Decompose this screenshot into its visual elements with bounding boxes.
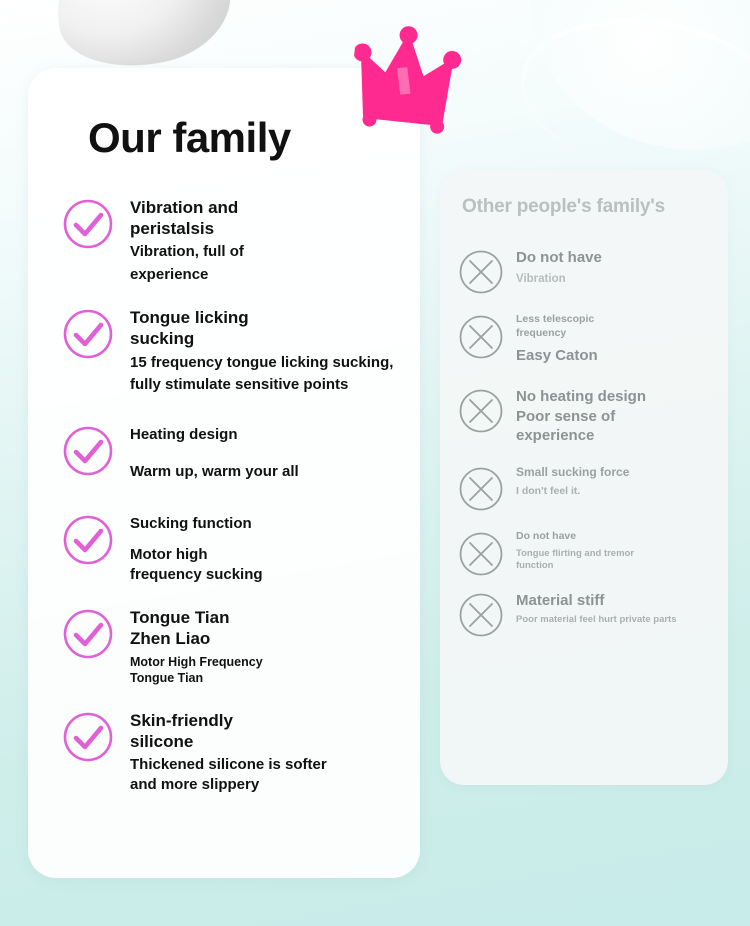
other-item-main-line2: Poor sense of	[516, 407, 616, 425]
list-item-heading-line1: Skin-friendly	[130, 710, 233, 730]
check-circle-icon	[62, 514, 114, 566]
list-item	[458, 248, 712, 295]
list-item-heading-line2: silicone	[130, 731, 194, 751]
cross-circle-icon	[458, 466, 504, 512]
other-item-main-line3: experience	[516, 426, 595, 444]
list-item-sub-line1: Motor high	[130, 546, 208, 564]
other-item-sub-line2: function	[516, 560, 554, 572]
other-item-main: Small sucking force	[516, 465, 630, 480]
list-item	[458, 387, 712, 445]
list-item	[62, 423, 398, 482]
list-item-heading-line1: Vibration and	[130, 198, 239, 217]
other-item-top-line1: Less telescopic	[516, 313, 595, 325]
other-item-main: Easy Caton	[516, 347, 598, 365]
other-family-title: Other people's family's	[462, 196, 665, 217]
cross-circle-icon	[458, 249, 504, 295]
list-item-heading-line2: sucking	[130, 329, 195, 349]
check-circle-icon	[62, 198, 114, 250]
check-circle-icon	[62, 608, 114, 660]
list-item	[458, 465, 712, 512]
list-item	[62, 196, 398, 284]
page-title: Our family	[88, 114, 291, 161]
list-item-sub-line1: Motor High Frequency	[130, 654, 263, 669]
cross-circle-icon	[458, 592, 504, 638]
list-item-sub-line1: 15 frequency tongue licking sucking,	[130, 353, 394, 371]
list-item-sub-line2: frequency sucking	[130, 565, 263, 583]
list-item	[458, 591, 712, 638]
other-item-top-line2: frequency	[516, 326, 567, 339]
cross-circle-icon	[458, 314, 504, 360]
list-item-sub-line1: Warm up, warm your all	[130, 463, 299, 481]
other-item-sub: Vibration	[516, 273, 566, 286]
list-item-heading-line2: Zhen Liao	[130, 629, 211, 649]
list-item-heading-line1: Sucking function	[130, 514, 252, 532]
other-family-list	[458, 248, 712, 638]
list-item	[62, 709, 398, 794]
other-item-main-line1: No heating design	[516, 388, 647, 406]
check-circle-icon	[62, 425, 114, 477]
check-circle-icon	[62, 308, 114, 360]
list-item	[458, 530, 712, 577]
list-item-heading-line1: Heating design	[130, 425, 238, 443]
other-item-main: Do not have	[516, 249, 602, 266]
list-item-sub-line1: Thickened silicone is softer	[130, 756, 327, 774]
list-item	[458, 313, 712, 365]
list-item-heading-line1: Tongue licking	[130, 308, 249, 328]
other-item-sub-line1: Tongue flirting and tremor	[516, 547, 635, 559]
list-item-heading-line2: peristalsis	[130, 218, 215, 238]
other-family-card	[440, 170, 728, 785]
check-circle-icon	[62, 711, 114, 763]
list-item-sub-line2: experience	[130, 265, 209, 283]
crown-icon	[347, 18, 482, 140]
other-item-sub: I don't feel it.	[516, 484, 581, 497]
list-item-sub-line2: fully stimulate sensitive points	[130, 376, 349, 394]
cross-circle-icon	[458, 388, 504, 434]
cross-circle-icon	[458, 531, 504, 577]
list-item-sub-line2: Tongue Tian	[130, 671, 204, 686]
list-item	[62, 306, 398, 394]
our-family-card	[28, 68, 420, 878]
list-item-sub-line2: and more slippery	[130, 775, 260, 793]
other-item-main: Material stiff	[516, 592, 605, 610]
list-item	[62, 512, 398, 585]
other-item-top: Do not have	[516, 530, 577, 543]
list-item	[62, 606, 398, 686]
our-family-list	[62, 196, 398, 794]
other-item-sub: Poor material feel hurt private parts	[516, 614, 677, 626]
list-item-heading-line1: Tongue Tian	[130, 608, 230, 628]
list-item-sub-line1: Vibration, full of	[130, 243, 244, 261]
